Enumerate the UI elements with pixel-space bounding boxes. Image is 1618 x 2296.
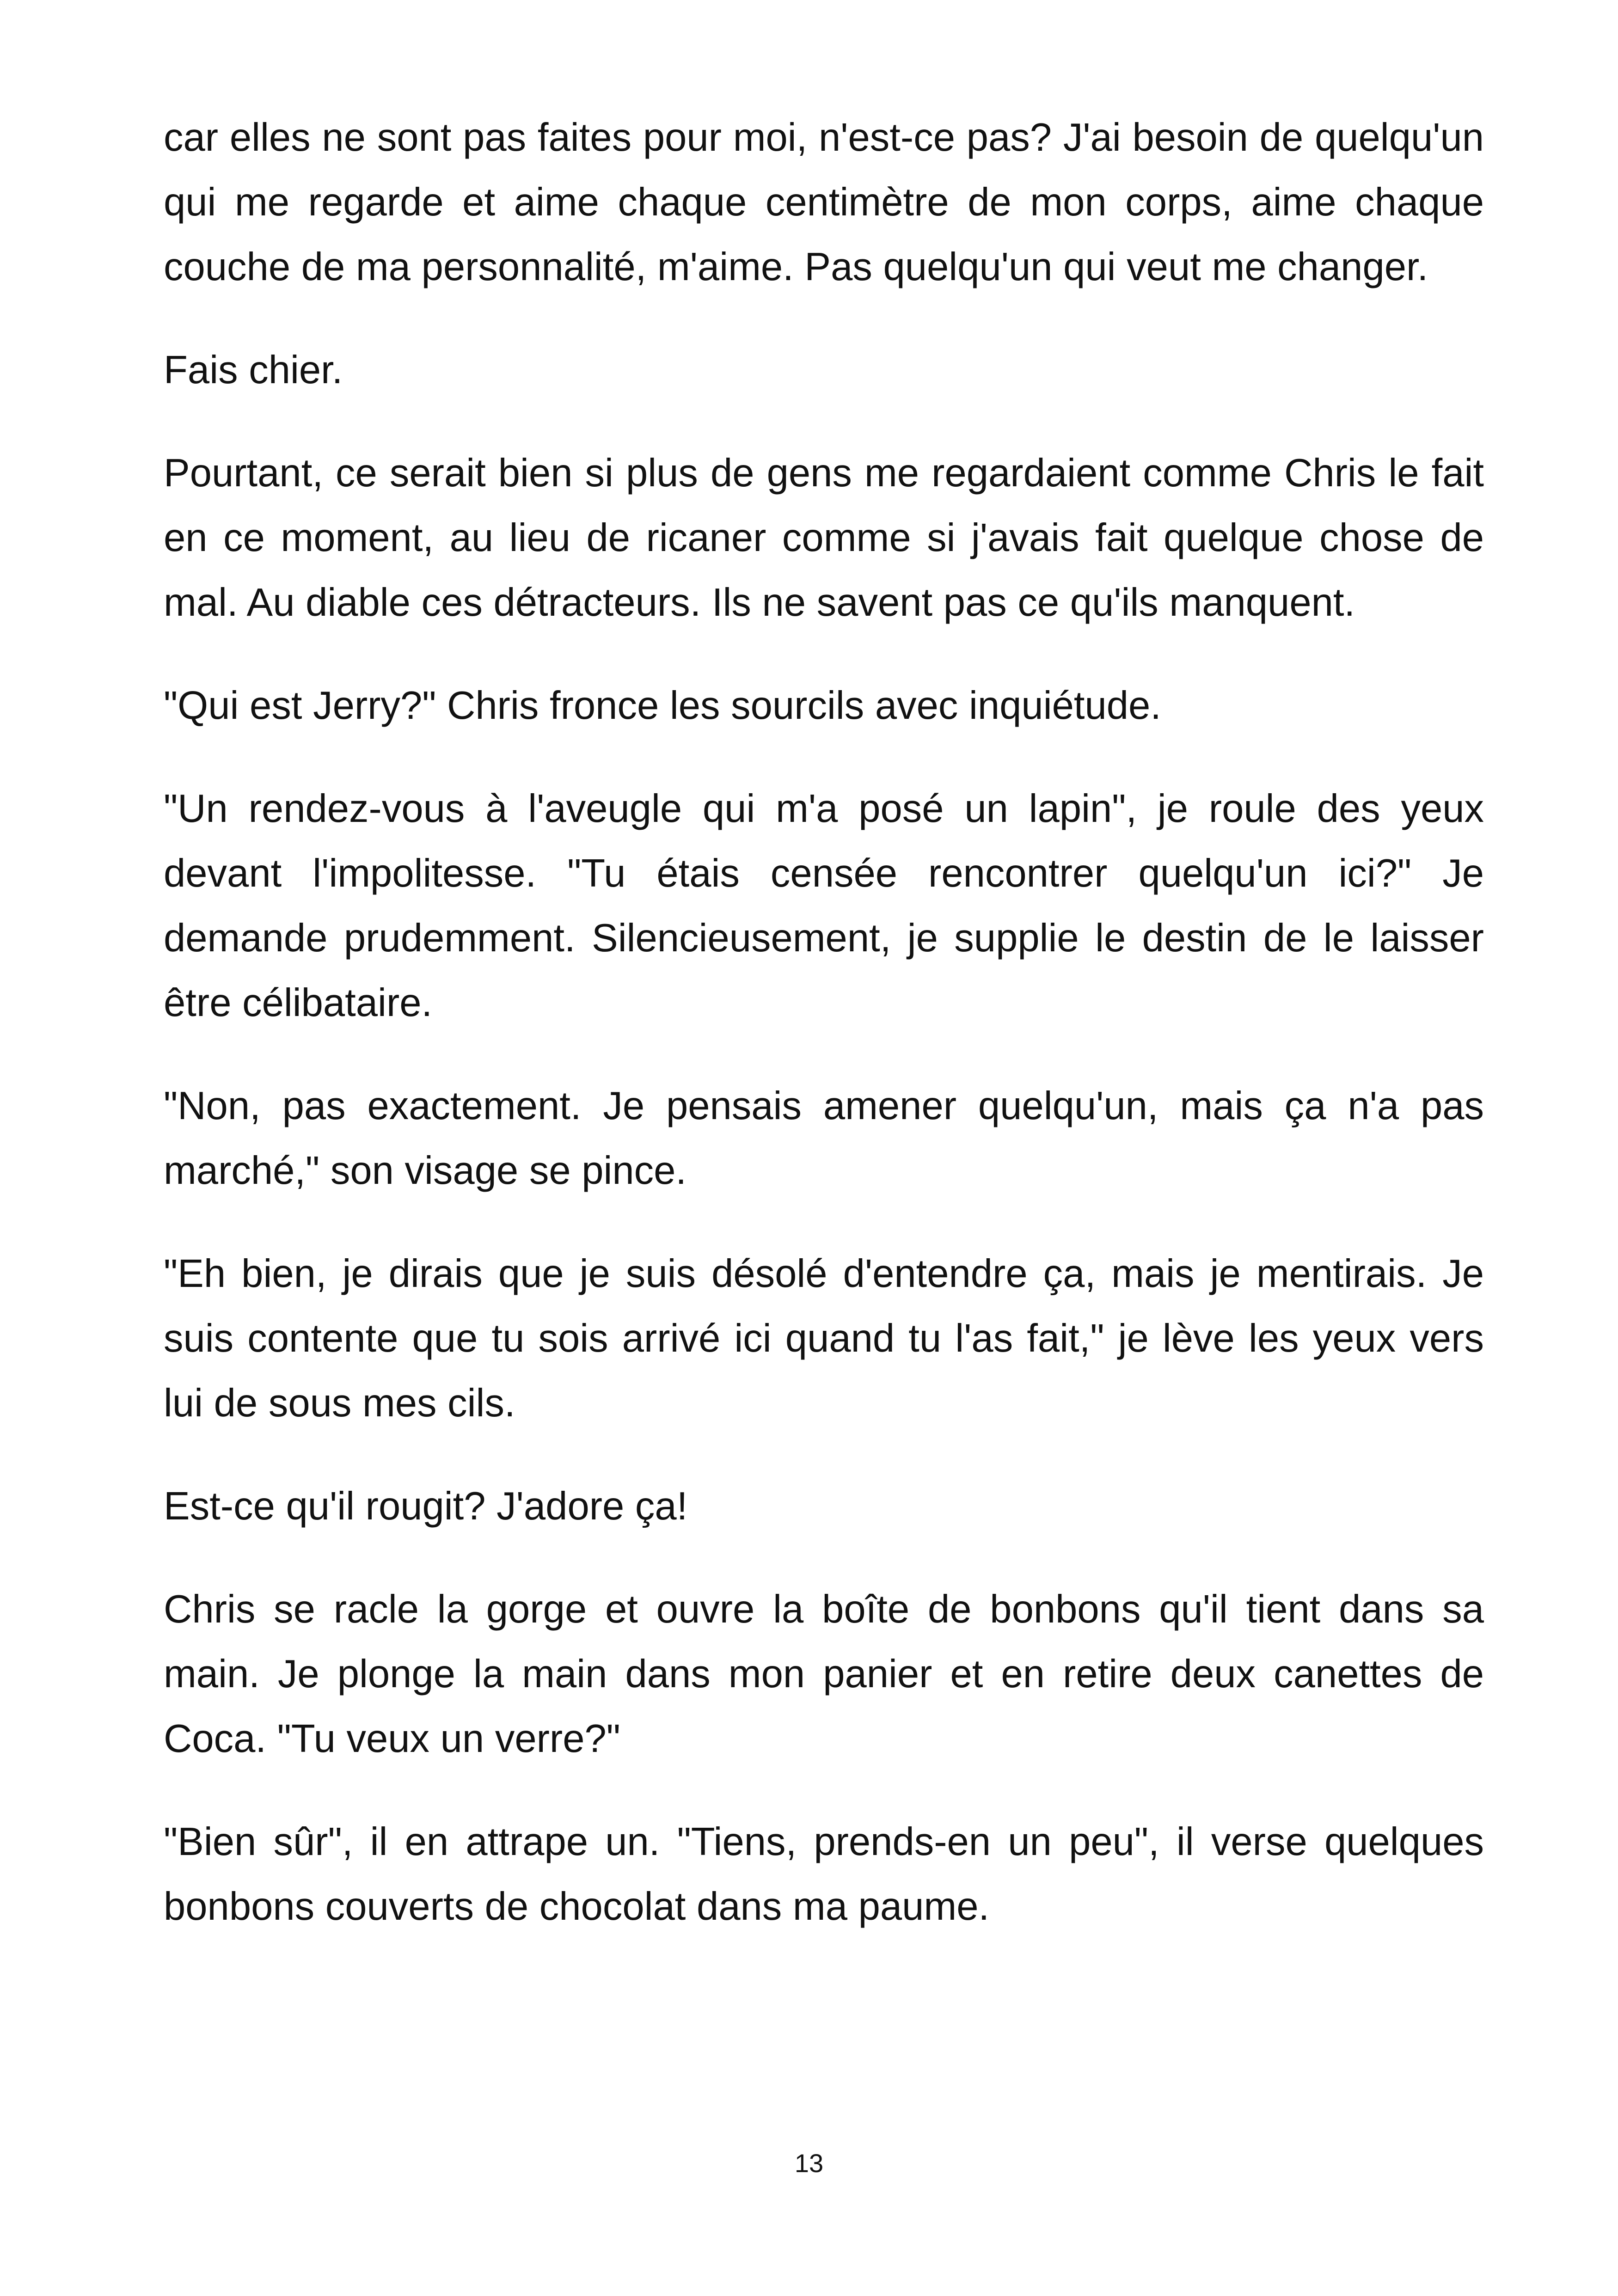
paragraph-8: Est-ce qu'il rougit? J'adore ça! <box>164 1484 688 1528</box>
page-number: 13 <box>794 2149 824 2178</box>
paragraph-4: "Qui est Jerry?" Chris fronce les sourcils avec inquiétude. <box>164 684 1161 728</box>
paragraph-9: Chris se racle la gorge et ouvre la boîte de bonbons qu'il tient dans sa main. Je plonge la main dans mon panier et en retire deux canettes de Coca. "Tu veux un verre?" <box>164 1587 1484 1761</box>
paragraph-2: Fais chier. <box>164 348 343 392</box>
paragraph-7: "Eh bien, je dirais que je suis désolé d'entendre ça, mais je mentirais. Je suis contente que tu sois arrivé ici quand tu l'as fait," je lève les yeux vers lui de sous mes cils. <box>164 1252 1484 1425</box>
paragraph-5: "Un rendez-vous à l'aveugle qui m'a posé un lapin", je roule des yeux devant l'impolitesse. "Tu étais censée rencontrer quelqu'un ici?" Je demande prudemment. Silencieusement, je supplie le destin de le laisser être célibataire. <box>164 787 1484 1025</box>
paragraph-1: car elles ne sont pas faites pour moi, n'est-ce pas? J'ai besoin de quelqu'un qui me regarde et aime chaque centimètre de mon corps, aime chaque couche de ma personnalité, m'aime. Pas quelqu'un qui veut me changer. <box>164 116 1484 289</box>
paragraph-6: "Non, pas exactement. Je pensais amener quelqu'un, mais ça n'a pas marché," son visage se pince. <box>164 1084 1484 1193</box>
body-text <box>164 105 1484 1978</box>
paragraph-3: Pourtant, ce serait bien si plus de gens me regardaient comme Chris le fait en ce moment, au lieu de ricaner comme si j'avais fait quelque chose de mal. Au diable ces détracteurs. Ils ne savent pas ce qu'ils manquent. <box>164 451 1484 625</box>
paragraph-10: "Bien sûr", il en attrape un. "Tiens, prends-en un peu", il verse quelques bonbons couverts de chocolat dans ma paume. <box>164 1820 1484 1929</box>
